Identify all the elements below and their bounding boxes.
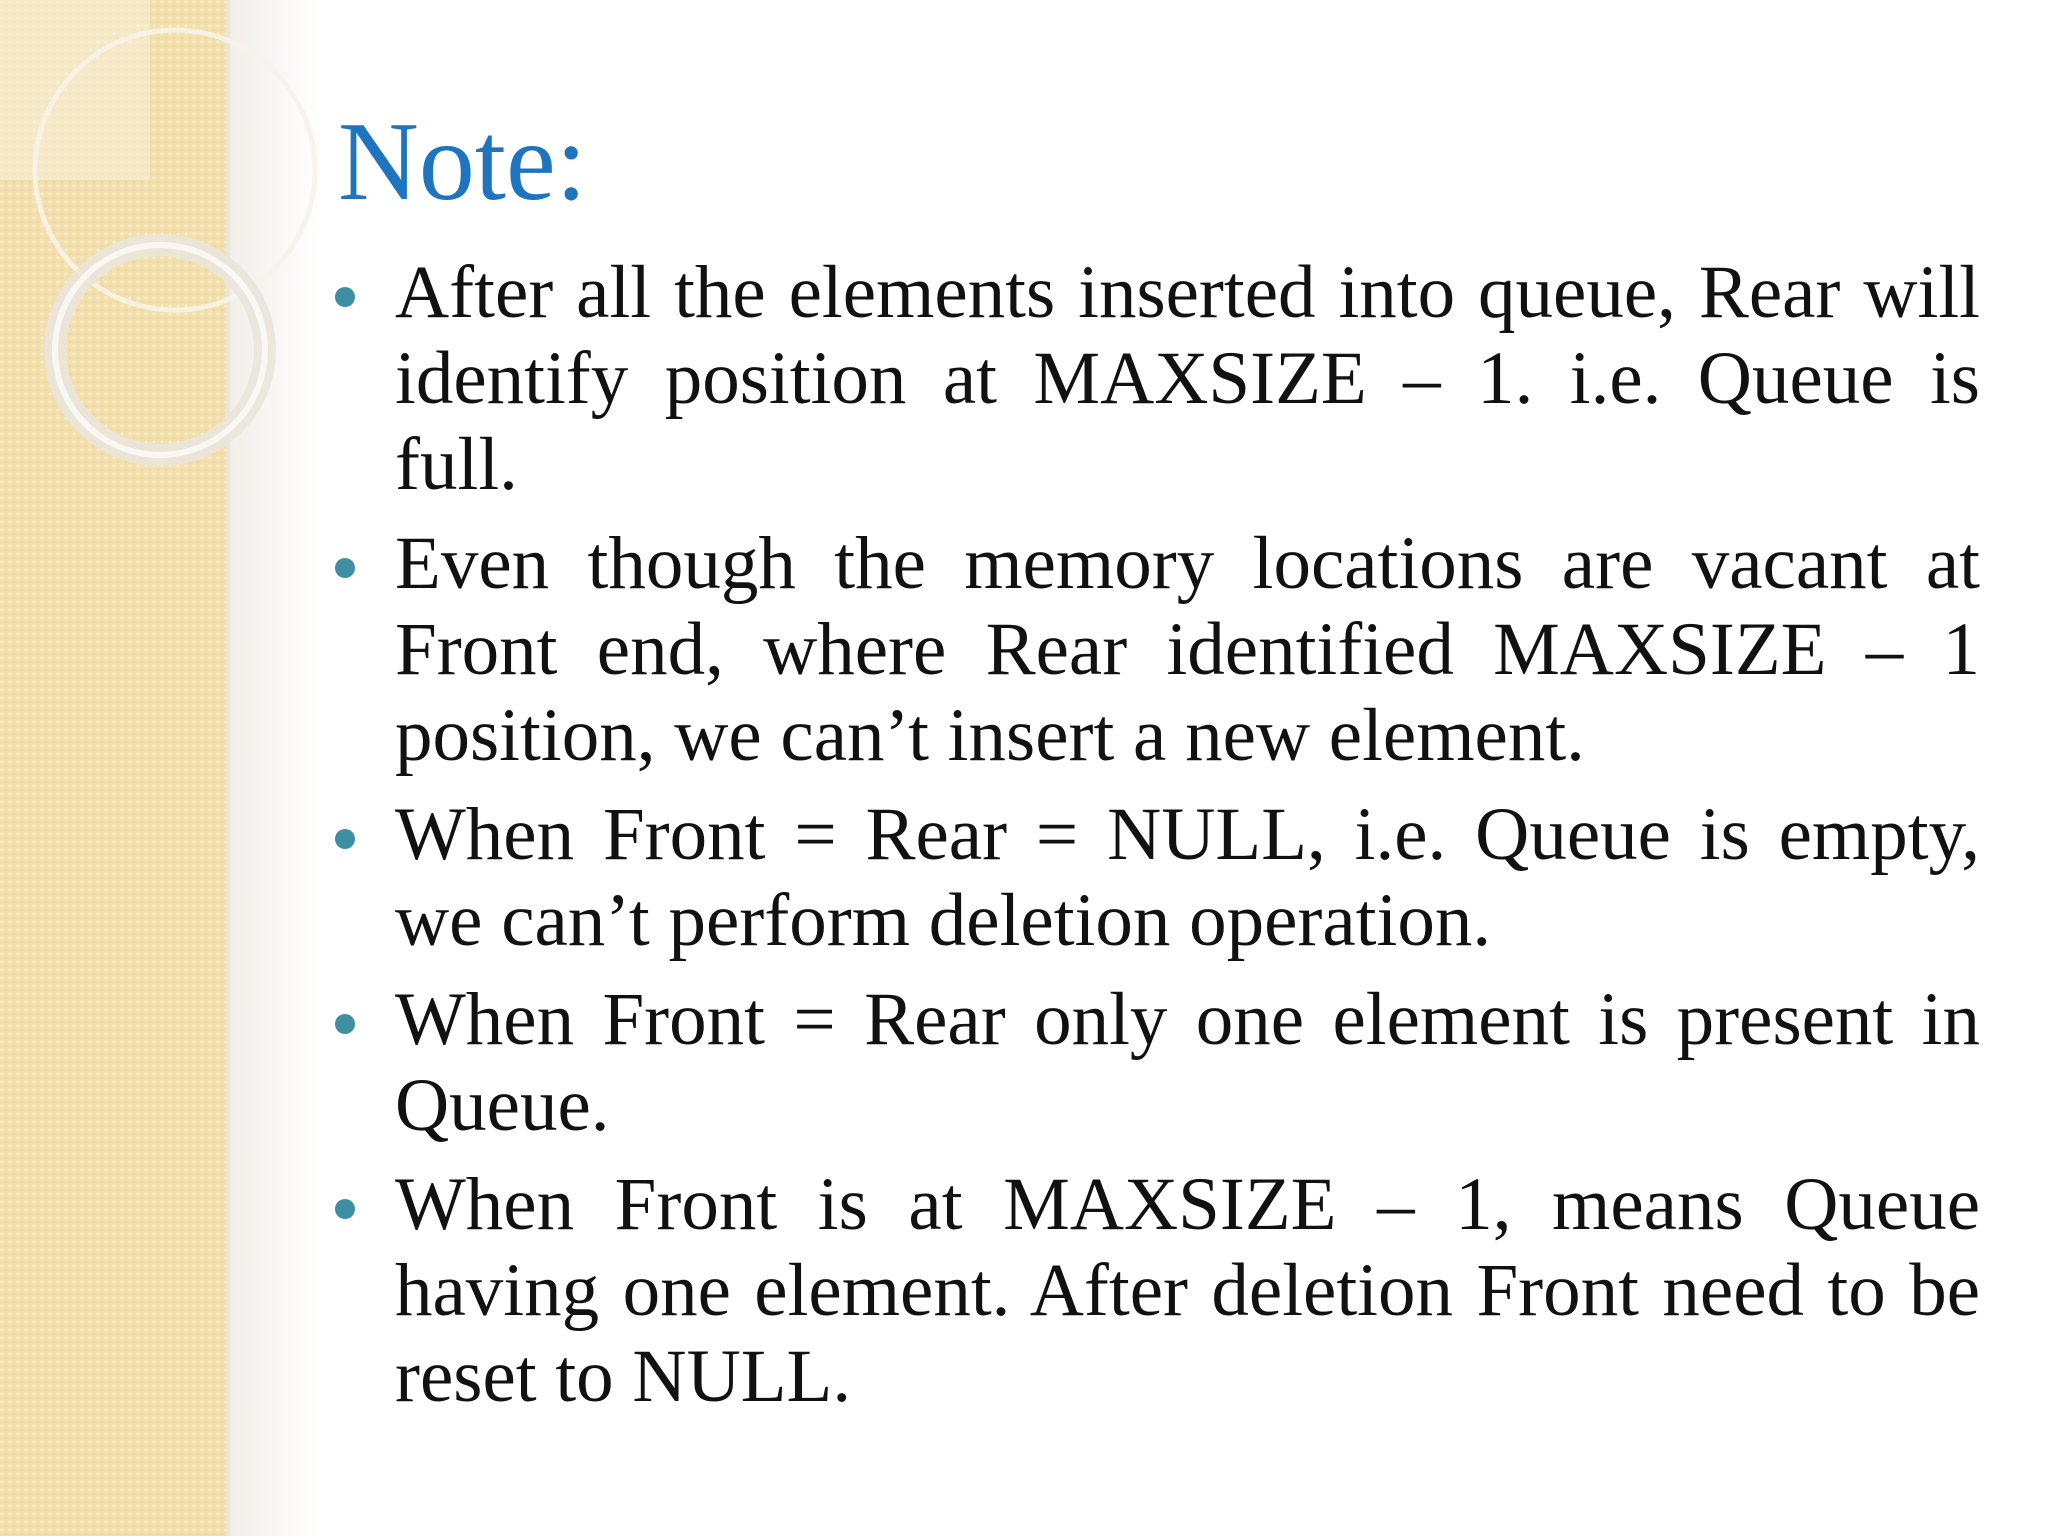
bullet-text: Even though the memory locations are vacant at Front end, where Rear identified MAXSIZE – 1 position, we can’t insert a new element. xyxy=(395,522,1980,777)
bullet-marker-icon xyxy=(335,829,355,849)
decorative-ring-highlight xyxy=(55,245,265,455)
bullet-list xyxy=(335,250,1980,1433)
decorative-highlight xyxy=(0,0,150,180)
bullet-text: After all the elements inserted into queue, Rear will identify position at MAXSIZE – 1. i.e. Queue is full. xyxy=(395,251,1980,506)
slide-title: Note: xyxy=(338,100,587,224)
bullet-text: When Front = Rear only one element is present in Queue. xyxy=(395,978,1980,1147)
bullet-item xyxy=(335,977,1980,1149)
decorative-rings xyxy=(0,0,260,560)
bullet-marker-icon xyxy=(335,1014,355,1034)
bullet-marker-icon xyxy=(335,287,355,307)
bullet-text: When Front = Rear = NULL, i.e. Queue is empty, we can’t perform deletion operation. xyxy=(395,793,1980,962)
bullet-item xyxy=(335,250,1980,508)
bullet-item xyxy=(335,1162,1980,1420)
bullet-marker-icon xyxy=(335,1199,355,1219)
bullet-item xyxy=(335,521,1980,779)
bullet-text: When Front is at MAXSIZE – 1, means Queue having one element. After deletion Front need to be reset to NULL. xyxy=(395,1163,1980,1418)
bullet-marker-icon xyxy=(335,558,355,578)
bullet-item xyxy=(335,792,1980,964)
